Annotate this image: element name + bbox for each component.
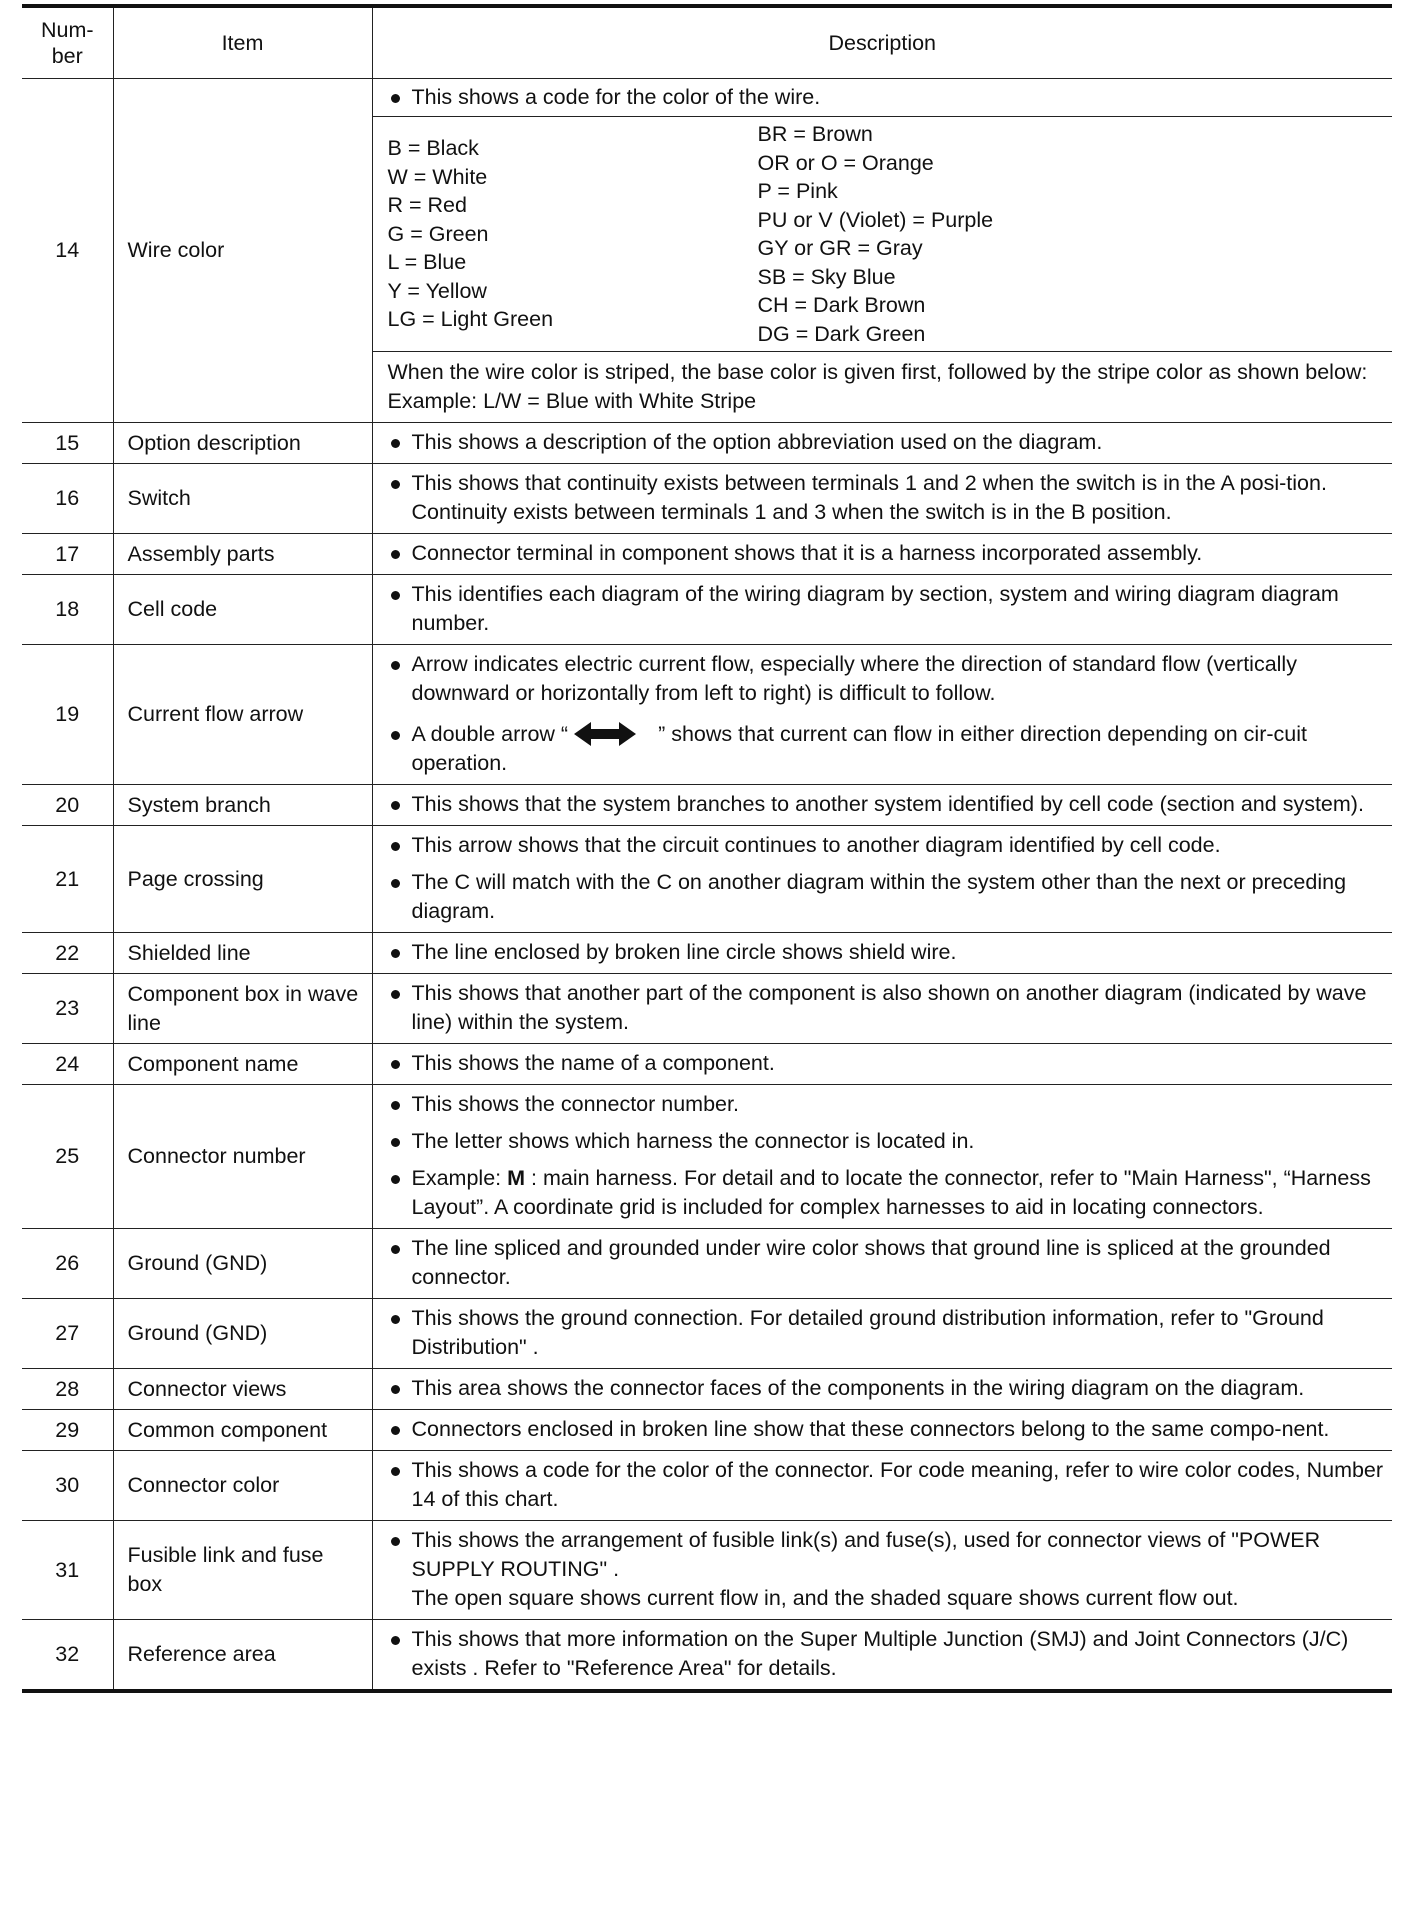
row-item: Current flow arrow (113, 645, 372, 785)
stripe-example: Example: L/W = Blue with White Stripe (387, 389, 757, 413)
row-number: 31 (22, 1521, 113, 1620)
bullet-item: This identifies each diagram of the wiring diagram by section, system and wiring diagram diagram number. (388, 580, 1389, 638)
row-description (372, 1521, 1392, 1620)
table-row (22, 974, 1392, 1044)
row-number: 23 (22, 974, 113, 1044)
double-arrow-icon (574, 721, 636, 747)
row-number: 28 (22, 1369, 113, 1410)
header-row (22, 6, 1392, 79)
row-item: Connector color (113, 1451, 372, 1521)
bullet-item: The letter shows which harness the connector is located in. (388, 1127, 1389, 1156)
wire-stripe-cell (372, 352, 1392, 423)
bullet-item: This shows a code for the color of the connector. For code meaning, refer to wire color codes, Number 14 of this chart. (388, 1456, 1389, 1514)
bullet-item: Connectors enclosed in broken line show that these connectors belong to the same compo-nent. (388, 1415, 1389, 1444)
bullet-item: This shows that another part of the component is also shown on another diagram (indicated by wave line) within the system. (388, 979, 1389, 1037)
row-description (372, 1369, 1392, 1410)
table-row (22, 1451, 1392, 1521)
color-codes-left (388, 134, 758, 334)
table-row (22, 1044, 1392, 1085)
bullet-item: This shows a description of the option abbreviation used on the diagram. (388, 428, 1389, 457)
table-row (22, 1620, 1392, 1692)
table-row (22, 1299, 1392, 1369)
row-number: 26 (22, 1229, 113, 1299)
table-row (22, 1085, 1392, 1229)
row-item: Page crossing (113, 826, 372, 933)
bullet-item: A double arrow “ ” shows that current can flow in either direction depending on cir-cuit operation. (388, 720, 1389, 778)
header-number: Num- ber (22, 6, 113, 79)
wire-color-codes-cell (372, 117, 1392, 352)
row-number: 19 (22, 645, 113, 785)
row-description (372, 1299, 1392, 1369)
bullet-item: This shows a code for the color of the wire. (388, 83, 1389, 112)
row-description (372, 1620, 1392, 1692)
bullet-item: This shows that continuity exists between terminals 1 and 2 when the switch is in the A posi-tion. Continuity exists between terminals 1 and 3 when the switch is in the B position. (388, 469, 1389, 527)
color-code: PU or V (Violet) = Purple (757, 207, 994, 232)
row-item: Option description (113, 423, 372, 464)
color-code: OR or O = Orange (757, 150, 934, 175)
row-description (372, 534, 1392, 575)
row-item: Connector number (113, 1085, 372, 1229)
row-number: 24 (22, 1044, 113, 1085)
row-number: 18 (22, 575, 113, 645)
table-row (22, 645, 1392, 785)
row-item: Common component (113, 1410, 372, 1451)
row-description (372, 1044, 1392, 1085)
row-description (372, 1229, 1392, 1299)
row-item: Shielded line (113, 933, 372, 974)
color-code: CH = Dark Brown (757, 293, 926, 317)
table-row (22, 1369, 1392, 1410)
bullet-item: This shows the connector number. (388, 1090, 1389, 1119)
color-code: Y = Yellow (387, 278, 487, 303)
bullet-item: This arrow shows that the circuit continues to another diagram identified by cell code. (388, 831, 1389, 860)
color-code: LG = Light Green (387, 307, 554, 332)
row-number: 27 (22, 1299, 113, 1369)
bullet-item: This shows the ground connection. For detailed ground distribution information, refer to "Ground Distribution" . (388, 1304, 1389, 1362)
row-description (372, 464, 1392, 534)
bullet-item: This shows the name of a component. (388, 1049, 1389, 1078)
row-description (372, 1451, 1392, 1521)
row-number: 32 (22, 1620, 113, 1692)
color-code: L = Blue (387, 250, 467, 275)
table-row (22, 933, 1392, 974)
color-code: BR = Brown (757, 122, 873, 146)
row-item: Reference area (113, 1620, 372, 1692)
row-description (372, 1410, 1392, 1451)
table-row (22, 1521, 1392, 1620)
bullet-item: The line enclosed by broken line circle shows shield wire. (388, 938, 1389, 967)
bullet-item: This shows that the system branches to another system identified by cell code (section and system). (388, 790, 1389, 819)
table-row (22, 1229, 1392, 1299)
table-row (22, 1410, 1392, 1451)
bullet-item: This shows that more information on the Super Multiple Junction (SMJ) and Joint Connectors (J/C) exists . Refer to "Reference Area" for details. (388, 1625, 1389, 1683)
table-row (22, 575, 1392, 645)
row-item: Switch (113, 464, 372, 534)
row-description (372, 575, 1392, 645)
row-number: 15 (22, 423, 113, 464)
color-codes-right (758, 120, 1389, 348)
header-description: Description (372, 6, 1392, 79)
bullet-item: Example: M : main harness. For detail and to locate the connector, refer to "Main Harness", “Harness Layout”. A coordinate grid is included for complex harnesses to aid in locating connectors. (388, 1164, 1389, 1222)
table-row (22, 534, 1392, 575)
bullet-item: This shows the arrangement of fusible link(s) and fuse(s), used for connector views of "POWER SUPPLY ROUTING" . The open square shows current flow in, and the shaded square shows current flow out. (388, 1526, 1389, 1613)
row-number: 29 (22, 1410, 113, 1451)
row-description (372, 1085, 1392, 1229)
row-description (372, 974, 1392, 1044)
color-code: DG = Dark Green (757, 321, 926, 346)
row-description (372, 645, 1392, 785)
color-code: GY or GR = Gray (757, 236, 923, 260)
color-code: B = Black (387, 136, 479, 161)
row-item: Component name (113, 1044, 372, 1085)
row-item: Fusible link and fuse box (113, 1521, 372, 1620)
bullet-item: This area shows the connector faces of the components in the wiring diagram on the diagram. (388, 1374, 1389, 1403)
color-code: R = Red (387, 193, 467, 218)
bullet-item: Connector terminal in component shows that it is a harness incorporated assembly. (388, 539, 1389, 568)
row-item: Wire color (113, 79, 372, 423)
row-number: 20 (22, 785, 113, 826)
color-code: G = Green (387, 221, 489, 246)
bullet-item: Arrow indicates electric current flow, especially where the direction of standard flow (vertically downward or horizontally from left to right) is difficult to follow. (388, 650, 1389, 708)
color-code: SB = Sky Blue (757, 264, 896, 289)
row-item: Assembly parts (113, 534, 372, 575)
wire-color-intro-cell (372, 79, 1392, 117)
row-description (372, 423, 1392, 464)
bullet-item: The C will match with the C on another diagram within the system other than the next or preceding diagram. (388, 868, 1389, 926)
wiring-diagram-legend-sheet (22, 4, 1392, 1693)
bullet-item: The line spliced and grounded under wire color shows that ground line is spliced at the grounded connector. (388, 1234, 1389, 1292)
table-row (22, 464, 1392, 534)
row-item: Ground (GND) (113, 1229, 372, 1299)
row-number: 21 (22, 826, 113, 933)
legend-table (22, 4, 1392, 1693)
row-number: 14 (22, 79, 113, 423)
row-description (372, 826, 1392, 933)
row-description (372, 785, 1392, 826)
row-description (372, 933, 1392, 974)
row-number: 17 (22, 534, 113, 575)
table-row (22, 826, 1392, 933)
header-item: Item (113, 6, 372, 79)
row-item: Connector views (113, 1369, 372, 1410)
row-number: 25 (22, 1085, 113, 1229)
row-item: Cell code (113, 575, 372, 645)
table-row (22, 423, 1392, 464)
color-code: W = White (387, 164, 488, 189)
row-number: 30 (22, 1451, 113, 1521)
row-item: Ground (GND) (113, 1299, 372, 1369)
row-number: 16 (22, 464, 113, 534)
color-code: P = Pink (757, 179, 838, 203)
table-row (22, 785, 1392, 826)
row-item: Component box in wave line (113, 974, 372, 1044)
table-row (22, 79, 1392, 117)
row-number: 22 (22, 933, 113, 974)
stripe-note: When the wire color is striped, the base color is given first, followed by the stripe color as shown below: (387, 360, 1368, 384)
row-item: System branch (113, 785, 372, 826)
